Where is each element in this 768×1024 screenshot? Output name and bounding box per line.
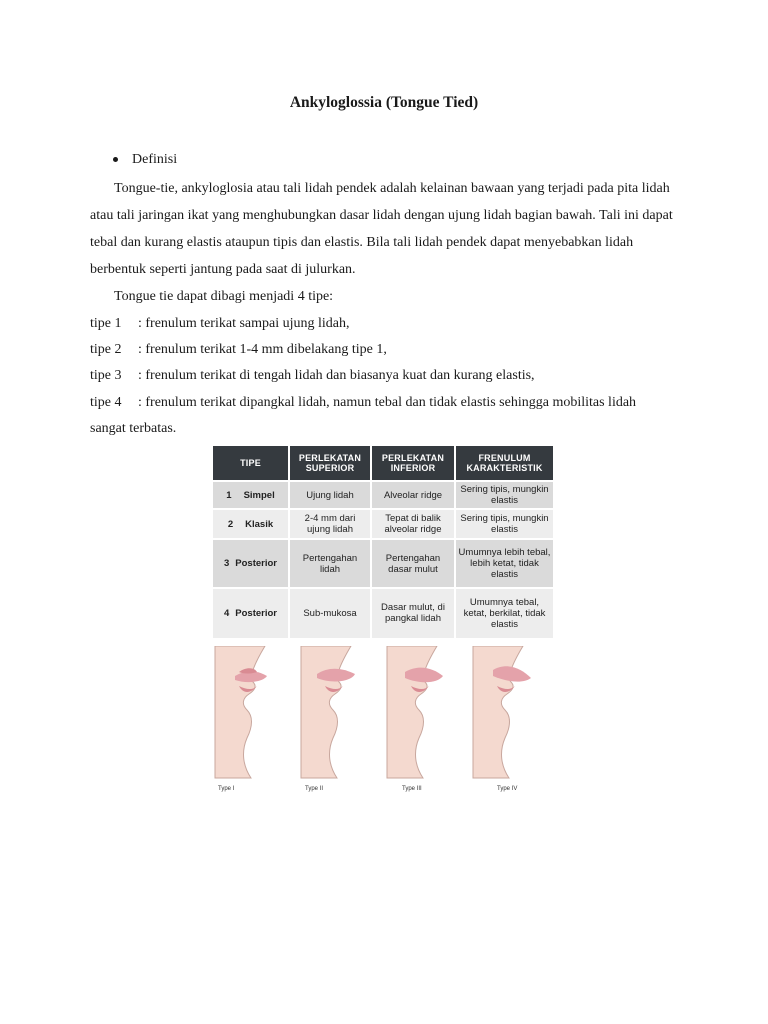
tongue-tie-illustration	[213, 646, 554, 796]
profile-type-3	[387, 646, 443, 778]
cell-superior: Ujung lidah	[289, 481, 371, 509]
type-label: tipe 1	[90, 316, 122, 331]
row-type: Posterior	[235, 558, 277, 569]
cell-inferior: Tepat di balik alveolar ridge	[371, 509, 455, 539]
type-line-4-continuation: sangat terbatas.	[90, 421, 177, 436]
row-type: Klasik	[245, 518, 274, 530]
header-superior: PERLEKATAN SUPERIOR	[289, 446, 371, 481]
type-line-1	[90, 316, 350, 332]
bullet-definisi	[113, 152, 177, 168]
definition-paragraph	[90, 175, 690, 283]
header-tipe: TIPE	[213, 446, 289, 481]
caption-type-1: Type I	[218, 786, 235, 792]
row-number: 3	[223, 558, 230, 569]
cell-inferior: Pertengahan dasar mulut	[371, 539, 455, 587]
row-number: 2	[227, 518, 234, 530]
profile-type-4	[473, 646, 531, 778]
header-karakteristik: FRENULUM KARAKTERISTIK	[455, 446, 554, 481]
type-label: tipe 2	[90, 342, 122, 357]
type-line-2	[90, 342, 387, 358]
type-line-4	[90, 395, 636, 411]
profile-type-2	[301, 646, 355, 778]
type-text: : frenulum terikat 1-4 mm dibelakang tipe 1,	[138, 342, 387, 357]
profile-type-1	[215, 646, 267, 778]
cell-karakteristik: Umumnya tebal, ketat, berkilat, tidak elastis	[455, 588, 554, 638]
cell-superior: Pertengahan lidah	[289, 539, 371, 587]
type-text: : frenulum terikat dipangkal lidah, namun tebal dan tidak elastis sehingga mobilitas lidah	[138, 395, 637, 410]
row-type: Posterior	[235, 607, 277, 619]
bullet-label: Definisi	[132, 152, 178, 167]
cell-tipe	[213, 588, 289, 638]
cell-tipe	[213, 539, 289, 587]
document-title: Ankyloglossia (Tongue Tied)	[289, 94, 479, 111]
caption-type-3: Type III	[402, 786, 422, 792]
definition-text: Tongue-tie, ankyloglosia atau tali lidah pendek adalah kelainan bawaan yang terjadi pada pita lidah atau tali jaringan ikat yang menghubungkan dasar lidah dengan ujung lidah bagian bawah. Tali ini dapat tebal dan kurang elastis ataupun tipis dan elastis. Bila tali lidah pendek dapat menyebabkan lidah berbentuk seperti jantung pada saat di julurkan.	[90, 181, 673, 277]
cell-karakteristik: Sering tipis, mungkin elastis	[455, 509, 554, 539]
table-header-row	[213, 446, 554, 481]
table-row	[213, 481, 554, 509]
type-label: tipe 4	[90, 395, 122, 410]
table-row	[213, 509, 554, 539]
row-type: Simpel	[243, 489, 275, 501]
caption-type-4: Type IV	[497, 786, 518, 792]
cell-tipe	[213, 509, 289, 539]
caption-type-2: Type II	[305, 786, 324, 792]
cell-superior: 2-4 mm dari ujung lidah	[289, 509, 371, 539]
type-text: : frenulum terikat sampai ujung lidah,	[138, 316, 350, 331]
cell-inferior: Alveolar ridge	[371, 481, 455, 509]
cell-tipe	[213, 481, 289, 509]
row-number: 4	[223, 607, 230, 619]
type-line-3	[90, 368, 535, 384]
types-intro: Tongue tie dapat dibagi menjadi 4 tipe:	[114, 289, 334, 304]
cell-karakteristik: Sering tipis, mungkin elastis	[455, 481, 554, 509]
row-number: 1	[226, 489, 232, 501]
type-text: : frenulum terikat di tengah lidah dan biasanya kuat dan kurang elastis,	[138, 368, 535, 383]
bullet-dot	[113, 157, 118, 162]
header-inferior: PERLEKATAN INFERIOR	[371, 446, 455, 481]
cell-inferior: Dasar mulut, di pangkal lidah	[371, 588, 455, 638]
cell-superior: Sub-mukosa	[289, 588, 371, 638]
table-row	[213, 588, 554, 638]
tongue-tie-type-table	[213, 446, 555, 638]
type-label: tipe 3	[90, 368, 122, 383]
cell-karakteristik: Umumnya lebih tebal, lebih ketat, tidak elastis	[455, 539, 554, 587]
table-row	[213, 539, 554, 587]
